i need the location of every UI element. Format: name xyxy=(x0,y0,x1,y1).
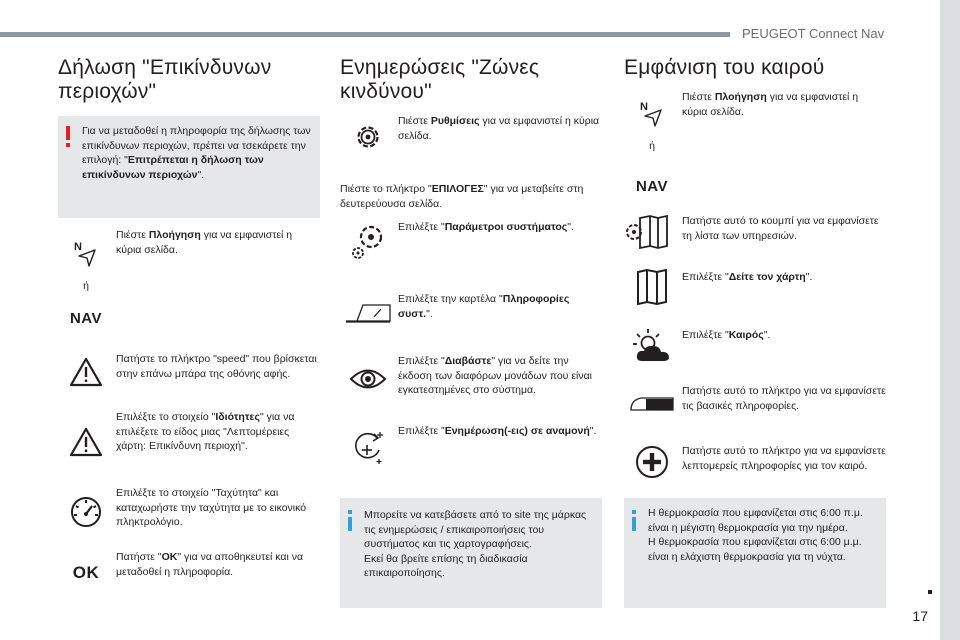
step-text: Πατήστε αυτό το πλήκτρο για να εμφανίσετε τις βασικές πληροφορίες. xyxy=(682,385,886,412)
settings-gear-icon[interactable] xyxy=(340,122,396,152)
step-navigation xyxy=(58,228,320,338)
svg-text:N: N xyxy=(74,241,82,253)
nav-button[interactable]: NAV xyxy=(69,309,103,327)
page-side-tab xyxy=(940,0,960,640)
step-services-list xyxy=(624,210,886,258)
column-danger-zone-updates xyxy=(340,56,602,579)
step-system-info-tab xyxy=(340,292,602,336)
warning-triangle-icon[interactable] xyxy=(58,354,114,390)
step-pending-updates xyxy=(340,424,602,474)
header-rule xyxy=(0,32,730,37)
step-text: Επιλέξτε "Δείτε τον χάρτη". xyxy=(682,271,813,283)
step-text: Επιλέξτε το στοιχείο "Ταχύτητα" και καταχωρήστε την ταχύτητα με το εικονικό πληκτρολόγιο. xyxy=(116,487,307,528)
column-danger-zone-declaration xyxy=(58,56,320,582)
info-icon xyxy=(632,510,636,530)
step-text: Πατήστε αυτό το πλήκτρο για να εμφανίσετε λεπτομερείς πληροφορίες για τον καιρό. xyxy=(682,445,886,472)
info-box xyxy=(340,498,602,608)
map-icon[interactable] xyxy=(624,268,680,306)
warning-text: Για να μεταδοθεί η πληροφορία της δήλωσης των επικίνδυνων περιοχών, πρέπει να τσεκάρετε την επιλογή: "Επιτρέπεται η δήλωση των επικίνδυνων περιοχών". xyxy=(82,125,311,181)
nav-button[interactable]: NAV xyxy=(635,177,669,195)
section-title: Δήλωση "Επικίνδυνων περιοχών" xyxy=(58,56,272,103)
warning-triangle-icon[interactable] xyxy=(58,424,114,460)
double-gear-icon[interactable] xyxy=(340,222,396,262)
eye-icon[interactable] xyxy=(340,364,396,394)
speedometer-icon[interactable] xyxy=(58,494,114,530)
update-refresh-icon[interactable] xyxy=(340,428,396,466)
or-label: ή xyxy=(83,280,89,292)
ok-button[interactable]: OK xyxy=(72,563,100,582)
page-marker xyxy=(928,590,932,594)
svg-text:N: N xyxy=(640,101,648,113)
tab-icon[interactable] xyxy=(340,298,396,326)
section-title: Ενημερώσεις "Ζώνες κινδύνου" xyxy=(340,56,540,103)
weather-sun-cloud-icon[interactable] xyxy=(624,326,680,366)
step-weather xyxy=(624,324,886,374)
info-box xyxy=(624,498,886,608)
warning-box xyxy=(58,116,320,218)
step-text: Πατήστε "OK" για να αποθηκευτεί και να μεταδοθεί η πληροφορία. xyxy=(116,551,304,578)
step-text: Πατήστε το πλήκτρο "speed" που βρίσκεται στην επάνω μπάρα της οθόνης αφής. xyxy=(116,353,317,380)
step-text: Επιλέξτε "Ενημέρωση(-εις) σε αναμονή". xyxy=(398,425,597,437)
or-label: ή xyxy=(649,140,655,152)
step-navigation xyxy=(624,86,886,196)
step-confirm xyxy=(58,550,320,600)
step-text: Επιλέξτε "Παράμετροι συστήματος". xyxy=(398,221,574,233)
section-title: Εμφάνιση του καιρού xyxy=(624,56,825,79)
navigation-arrow-icon[interactable] xyxy=(624,98,680,128)
step-basic-info xyxy=(624,380,886,428)
info-text: Η θερμοκρασία που εμφανίζεται στις 6:00 π.μ. είναι η μέγιστη θερμοκρασία για την ημέρα. Η θερμοκρασία που εμφανίζεται στις 6:00 μ.μ. είναι η ελάχιστη θερμοκρασία για τη νύχτα. xyxy=(648,507,863,563)
weather-banner-icon[interactable] xyxy=(624,392,680,414)
step-text: Πατήστε αυτό το κουμπί για να εμφανίσετε τη λίστα των υπηρεσιών. xyxy=(682,215,879,242)
step-text: Πιέστε Πλοήγηση για να εμφανιστεί η κύρια σελίδα. xyxy=(116,229,293,256)
step-detailed-info xyxy=(624,440,886,488)
step-properties xyxy=(58,410,320,470)
brand-title: PEUGEOT Connect Nav xyxy=(742,26,885,41)
navigation-arrow-icon[interactable] xyxy=(58,238,114,268)
warning-icon xyxy=(66,126,70,146)
paragraph-options: Πιέστε το πλήκτρο "ΕΠΙΛΟΓΕΣ" για να μεταβείτε στη δευτερεύουσα σελίδα. xyxy=(340,183,584,210)
step-text: Επιλέξτε την καρτέλα "Πληροφορίες συστ.". xyxy=(398,293,570,320)
step-text: Επιλέξτε το στοιχείο "Ιδιότητες" για να επιλέξετε το είδος μιας "Λεπτομέρειες χάρτη: Επικίνδυνη περιοχή". xyxy=(116,411,295,452)
page-number: 17 xyxy=(912,608,928,624)
column-weather xyxy=(624,56,886,563)
step-text: Πιέστε Πλοήγηση για να εμφανιστεί η κύρια σελίδα. xyxy=(682,91,859,118)
step-speed xyxy=(58,352,320,402)
info-icon xyxy=(348,510,352,530)
step-read-versions xyxy=(340,354,602,410)
step-text: Πιέστε Ρυθμίσεις για να εμφανιστεί η κύρια σελίδα. xyxy=(398,115,600,142)
step-speed-value xyxy=(58,486,320,542)
step-text: Επιλέξτε "Καιρός". xyxy=(682,329,771,341)
settings-map-icon[interactable] xyxy=(624,214,668,250)
step-settings xyxy=(340,114,602,158)
info-text: Μπορείτε να κατεβάσετε από το site της μάρκας τις ενημερώσεις / επικαιροποιήσεις του συστήματος και τις χαρτογραφήσεις. Εκεί θα βρείτε επίσης τη διαδικασία επικαιροποίησης. xyxy=(364,509,587,579)
step-view-map xyxy=(624,266,886,314)
step-text: Επιλέξτε "Διαβάστε" για να δείτε την έκδοση των διαφόρων μονάδων που είναι εγκατεστημένες στο σύστημα. xyxy=(398,355,593,396)
step-system-parameters xyxy=(340,220,602,270)
plus-circle-icon[interactable] xyxy=(624,444,680,480)
